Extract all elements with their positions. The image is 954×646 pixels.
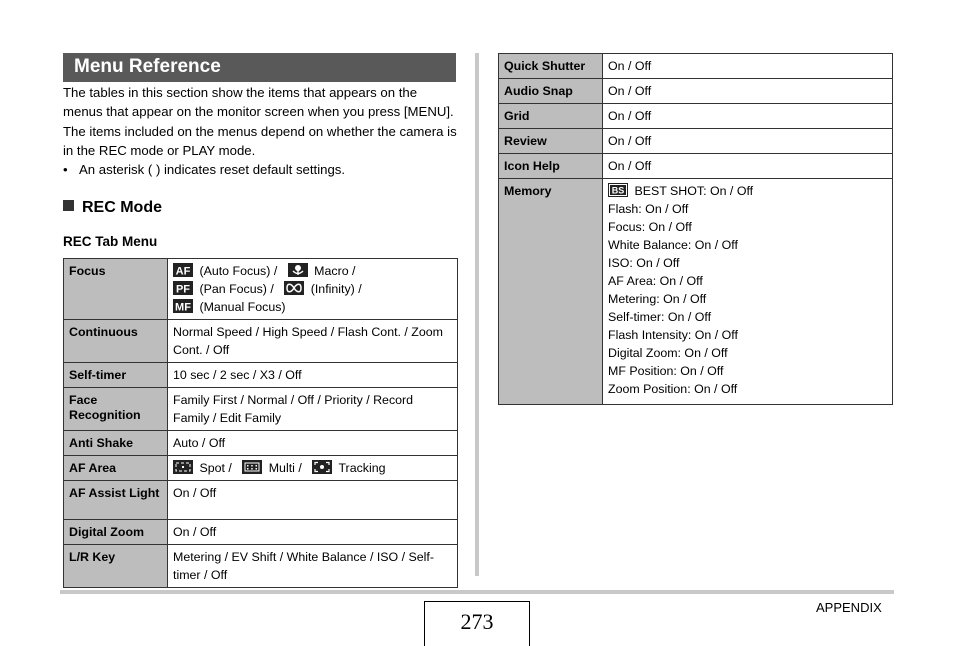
tracking-af-icon (312, 460, 332, 474)
table-row (499, 104, 893, 129)
row-value: On / Off (168, 481, 458, 520)
page-title: Menu Reference (74, 56, 221, 77)
spot-af-icon (173, 460, 193, 474)
list-item: Metering: On / Off (608, 292, 707, 306)
section-heading-text: REC Mode (82, 199, 162, 216)
row-value: On / Off (603, 54, 893, 79)
rec-tab-menu-table (63, 258, 458, 588)
list-item: Zoom Position: On / Off (608, 382, 738, 396)
list-item: White Balance: On / Off (608, 238, 738, 252)
row-value (168, 259, 458, 320)
focus-infinity-text: (Infinity) / (310, 282, 362, 296)
focus-af-text: (Auto Focus) / (199, 264, 278, 278)
row-label: Anti Shake (64, 431, 168, 456)
row-value: On / Off (603, 104, 893, 129)
memory-best-shot-item (608, 182, 887, 200)
table-row (64, 545, 458, 588)
list-item: MF Position: On / Off (608, 364, 724, 378)
subsection-heading: REC Tab Menu (63, 234, 158, 249)
best-shot-icon (608, 183, 628, 197)
intro-paragraph (63, 83, 458, 160)
table-row (64, 259, 458, 320)
table-row (64, 456, 458, 481)
manual-focus-icon (173, 299, 193, 313)
intro-text: The tables in this section show the items that appears on the menus that appear on the monitor screen when you press [MENU]. The items included on the menus depend on whether the camera is in the REC mode or PLAY mode. (63, 85, 457, 158)
row-value: 10 sec / 2 sec / X3 / Off (168, 363, 458, 388)
row-label: Focus (64, 259, 168, 320)
table-row (64, 520, 458, 545)
memory-best-shot-text: BEST SHOT: On / Off (634, 184, 754, 198)
row-value: On / Off (603, 154, 893, 179)
row-value: On / Off (168, 520, 458, 545)
svg-text:AF: AF (175, 265, 191, 277)
table-row (499, 179, 893, 405)
row-value (168, 456, 458, 481)
svg-text:MF: MF (175, 301, 191, 313)
row-value: Normal Speed / High Speed / Flash Cont. / Zoom Cont. / Off (168, 320, 458, 363)
table-row (499, 79, 893, 104)
list-item: Focus: On / Off (608, 220, 692, 234)
infinity-icon (284, 281, 304, 295)
list-item: Flash Intensity: On / Off (608, 328, 738, 342)
section-heading (63, 199, 162, 217)
footer-rule (60, 590, 894, 594)
af-multi-text: Multi / (268, 461, 302, 475)
bullet-text: An asterisk ( ) indicates reset default settings. (79, 162, 346, 177)
row-value: Metering / EV Shift / White Balance / ISO / Self-timer / Off (168, 545, 458, 588)
table-row (64, 320, 458, 363)
list-item: Digital Zoom: On / Off (608, 346, 728, 360)
af-spot-text: Spot / (199, 461, 232, 475)
list-item: Flash: On / Off (608, 202, 689, 216)
row-label: Review (499, 129, 603, 154)
square-bullet-icon (63, 200, 74, 211)
focus-mf-text: (Manual Focus) (199, 300, 286, 314)
table-row (64, 431, 458, 456)
list-item: ISO: On / Off (608, 256, 680, 270)
macro-flower-icon (288, 263, 308, 277)
row-value (603, 179, 893, 405)
table-row (64, 481, 458, 520)
af-tracking-text: Tracking (338, 461, 386, 475)
list-item: Self-timer: On / Off (608, 310, 712, 324)
row-value: Auto / Off (168, 431, 458, 456)
table-row (499, 154, 893, 179)
footer-section-label: APPENDIX (816, 600, 882, 615)
multi-af-icon (242, 460, 262, 474)
auto-focus-icon (173, 263, 193, 277)
table-row (499, 129, 893, 154)
table-row (64, 388, 458, 431)
row-label: Face Recognition (64, 388, 168, 431)
row-label: AF Area (64, 456, 168, 481)
page-title-bar (63, 53, 456, 82)
bullet-note (63, 162, 345, 177)
row-label: Icon Help (499, 154, 603, 179)
row-label: L/R Key (64, 545, 168, 588)
table-row (64, 363, 458, 388)
bullet-dot: • (63, 162, 68, 177)
focus-pf-text: (Pan Focus) / (199, 282, 274, 296)
row-label: Quick Shutter (499, 54, 603, 79)
column-divider (475, 53, 479, 576)
row-value: Family First / Normal / Off / Priority / Record Family / Edit Family (168, 388, 458, 431)
list-item: AF Area: On / Off (608, 274, 703, 288)
row-value: On / Off (603, 129, 893, 154)
page-number: 273 (424, 601, 530, 646)
pan-focus-icon (173, 281, 193, 295)
rec-tab-menu-table-continued (498, 53, 893, 405)
row-label: Self-timer (64, 363, 168, 388)
memory-item-list (608, 200, 887, 398)
row-label: AF Assist Light (64, 481, 168, 520)
svg-text:BS: BS (611, 185, 625, 196)
table-row (499, 54, 893, 79)
row-label: Memory (499, 179, 603, 405)
svg-text:PF: PF (175, 283, 191, 295)
row-label: Continuous (64, 320, 168, 363)
row-value: On / Off (603, 79, 893, 104)
focus-macro-text: Macro / (314, 264, 356, 278)
row-label: Grid (499, 104, 603, 129)
row-label: Digital Zoom (64, 520, 168, 545)
row-label: Audio Snap (499, 79, 603, 104)
